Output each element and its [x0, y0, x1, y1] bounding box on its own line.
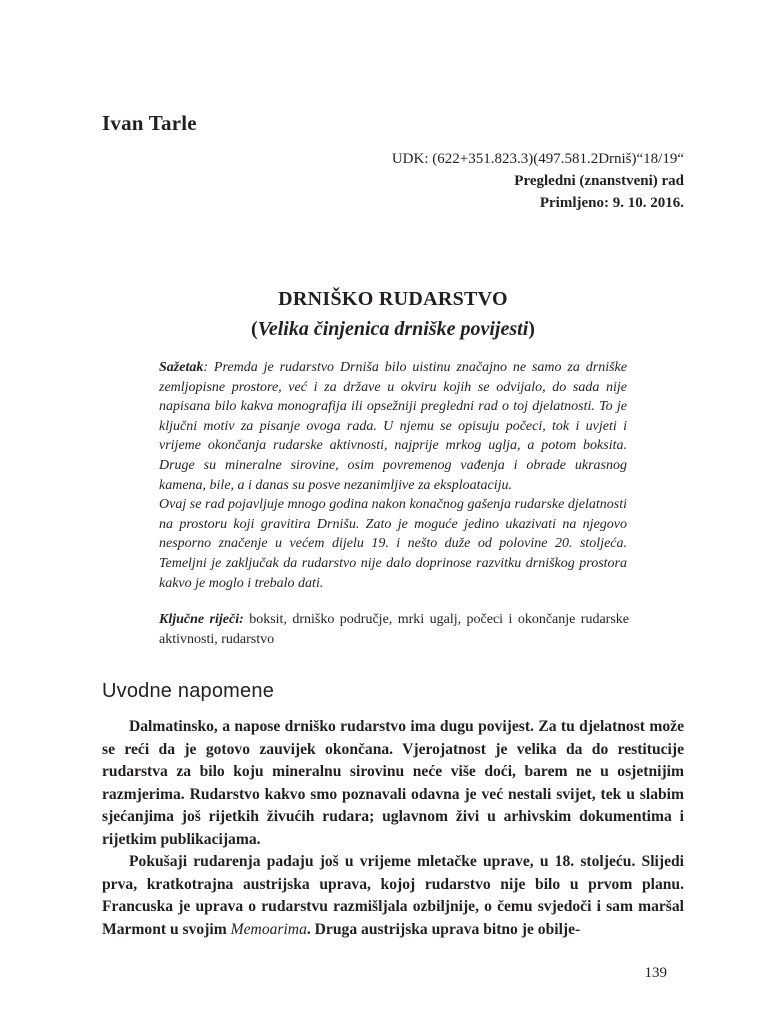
- author-name: Ivan Tarle: [102, 111, 197, 135]
- abstract-paragraph-2: Ovaj se rad pojavljuje mnogo godina nakon konačnog gašenja rudarske djelatnosti na prostoru koji gravitira Drnišu. Zato je moguće jedino ukazivati na njegovo nesporno značenje u većem dijelu 19. i nešto duže od polovine 20. stoljeća. Temeljni je zaključak da rudarstvo nije dalo doprinose razvitku drniškog prostora kakvo je moglo i trebalo dati.: [159, 497, 627, 591]
- body-text: [102, 716, 684, 941]
- abstract: [159, 358, 627, 593]
- subtitle-text: Velika činjenica drniške povijesti: [257, 318, 529, 340]
- title-block: [0, 284, 768, 344]
- abstract-label: Sažetak: [159, 360, 204, 375]
- keywords-text: boksit, drniško područje, mrki ugalj, počeci i okončanje rudarske aktivnosti, rudarstvo: [159, 612, 629, 647]
- section-heading: Uvodne napomene: [102, 680, 275, 702]
- body-paragraph-2-a: Pokušaji rudarenja padaju još u vrijeme mletačke uprave, u 18. stoljeću. Slijedi prva, kratkotrajna austrijska uprava, kojoj rudarstvo nije bilo u prvom planu. Francuska je uprava o rudarstvu razmišljala ozbiljnije, o čemu svjedoči i sam maršal Marmont u svojim: [102, 853, 684, 938]
- keywords-label: Ključne riječi:: [159, 612, 244, 627]
- body-paragraph-2-b: . Druga austrijska uprava bitno je obilje-: [306, 920, 581, 938]
- udk-code: UDK: (622+351.823.3)(497.581.2Drniš)“18/19“: [391, 151, 684, 167]
- body-paragraph-1: Dalmatinsko, a napose drniško rudarstvo ima dugu povijest. Za tu djelatnost može se reći da je gotovo zauvijek okončana. Vjerojatnost je velika da do restitucije rudarstva za bilo koju mineralnu sirovinu neće više doći, barem ne u osjetnijim razmjerima. Rudarstvo kakvo smo poznavali odavna je već nestali svijet, tek u slabim sjećanjima još rijetkih živućih rudara; uglavnom živi u arhivskim dokumentima i rijetkim publikacijama.: [102, 718, 684, 848]
- subtitle-open-paren: (: [251, 318, 258, 340]
- body-paragraph-2-italic: Memoarima: [230, 920, 307, 938]
- subtitle-close-paren: ): [528, 318, 535, 340]
- article-type: Pregledni (znanstveni) rad: [514, 173, 684, 189]
- received-date: Primljeno: 9. 10. 2016.: [539, 195, 684, 211]
- abstract-text-1: : Premda je rudarstvo Drniša bilo uistinu značajno ne samo za drniške zemljopisne prostore, već i za države u okviru kojih se odvijalo, do sada nije napisana bilo kakva monografija ili opsežniji pregledni rad o toj djelatnosti. To je ključni motiv za pisanje ovoga rada. U njemu se opisuju počeci, tok i uvjeti i vrijeme okončanja rudarske aktivnosti, najprije mrkog uglja, a potom boksita. Druge su mineralne sirovine, osim povremenog vađenja i obrade ukrasnog kamena, bile, a i danas su posve nezanimljive za eksploataciju.: [159, 360, 627, 493]
- abstract-paragraph-1: [159, 358, 627, 495]
- body-paragraph-2: [102, 851, 684, 941]
- article-meta: [392, 148, 684, 214]
- page-number: 139: [644, 965, 667, 981]
- article-subtitle: [0, 314, 768, 344]
- article-title: DRNIŠKO RUDARSTVO: [278, 288, 508, 310]
- keywords: [159, 610, 629, 650]
